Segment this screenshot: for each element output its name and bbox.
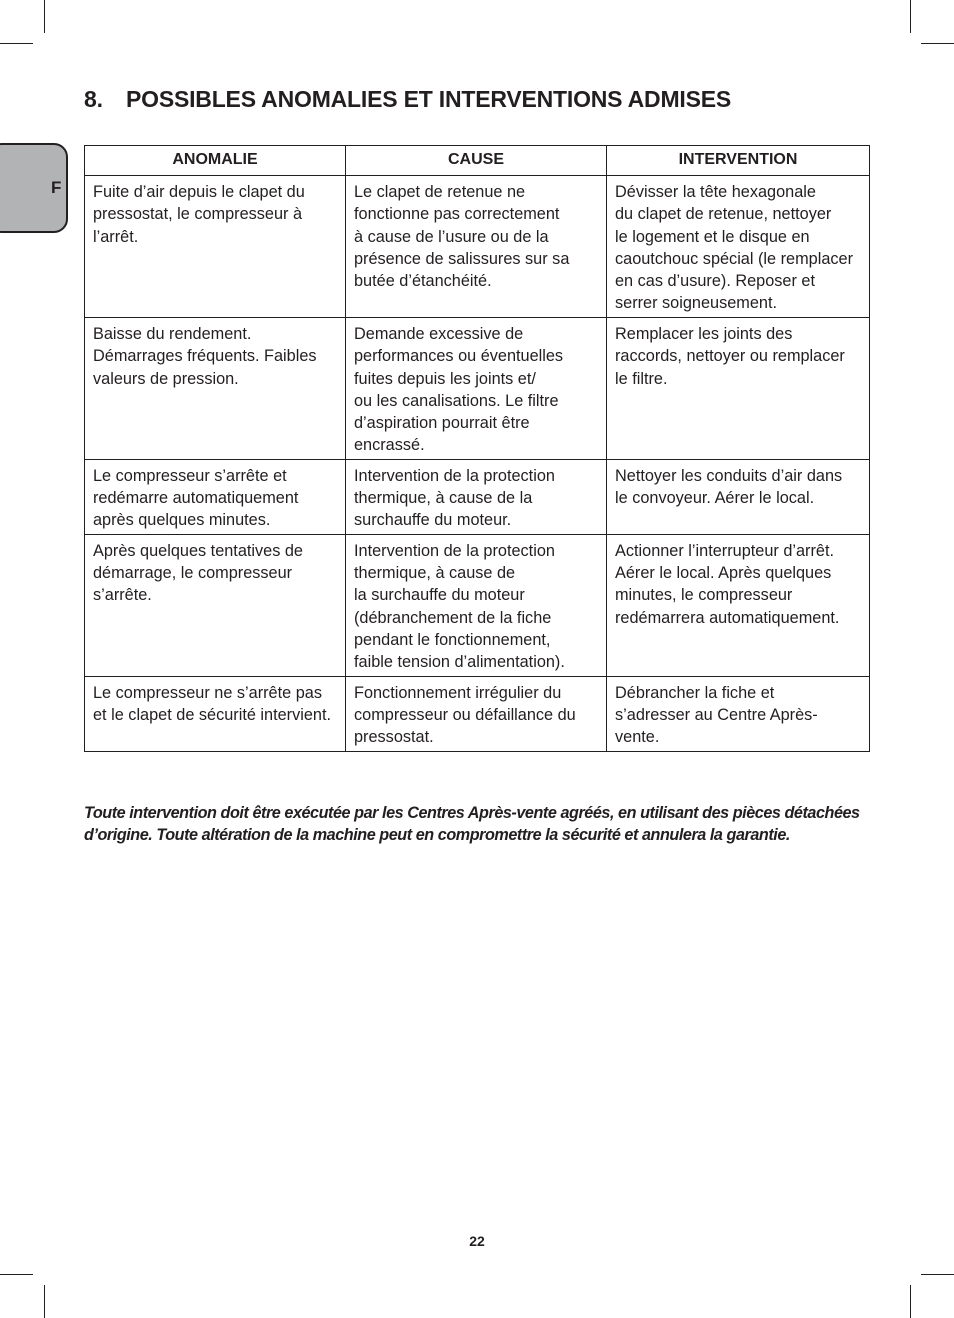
table-header-row (85, 146, 870, 176)
table-row (85, 459, 870, 534)
header-cause: CAUSE (346, 146, 607, 176)
crop-mark-bottom-right-vertical (910, 1285, 911, 1318)
crop-mark-top-left-horizontal (0, 43, 33, 44)
crop-mark-top-right-horizontal (921, 43, 954, 44)
section-number: 8. (84, 86, 103, 112)
header-anomalie: ANOMALIE (85, 146, 346, 176)
intervention-cell: Dévisser la tête hexagonale du clapet de retenue, nettoyer le logement et le disque en caoutchouc spécial (le remplacer en cas d’usure). Reposer et serrer soigneusement. (607, 176, 870, 318)
crop-mark-bottom-right-horizontal (921, 1274, 954, 1275)
table-row (85, 176, 870, 318)
crop-mark-top-left-vertical (44, 0, 45, 33)
table-row (85, 676, 870, 751)
anomalie-cell: Baisse du rendement. Démarrages fréquents. Faibles valeurs de pression. (85, 318, 346, 460)
anomalie-cell: Le compresseur ne s’arrête pas et le clapet de sécurité intervient. (85, 676, 346, 751)
section-title (84, 86, 731, 113)
table-row (85, 318, 870, 460)
crop-mark-bottom-left-horizontal (0, 1274, 33, 1275)
cause-cell: Demande excessive de performances ou éventuelles fuites depuis les joints et/ ou les canalisations. Le filtre d’aspiration pourrait être encrassé. (346, 318, 607, 460)
section-title-text: POSSIBLES ANOMALIES ET INTERVENTIONS ADMISES (126, 86, 732, 112)
intervention-cell: Remplacer les joints des raccords, nettoyer ou remplacer le filtre. (607, 318, 870, 460)
anomalie-cell: Le compresseur s’arrête et redémarre automatiquement après quelques minutes. (85, 459, 346, 534)
language-tab-letter: F (51, 178, 62, 197)
table-row (85, 534, 870, 676)
intervention-cell: Débrancher la fiche et s’adresser au Centre Après- vente. (607, 676, 870, 751)
cause-cell: Intervention de la protection thermique, à cause de la surchauffe du moteur (débranchement de la fiche pendant le fonctionnement, faible tension d’alimentation). (346, 534, 607, 676)
warning-note: Toute intervention doit être exécutée par les Centres Après-vente agréés, en utilisant des pièces détachées d’origine. Toute altération de la machine peut en compromettre la sécurité et annulera la garantie. (84, 804, 860, 844)
intervention-cell: Nettoyer les conduits d’air dans le convoyeur. Aérer le local. (607, 459, 870, 534)
anomalies-table (84, 145, 870, 752)
anomalie-cell: Après quelques tentatives de démarrage, le compresseur s’arrête. (85, 534, 346, 676)
crop-mark-top-right-vertical (910, 0, 911, 33)
crop-mark-bottom-left-vertical (44, 1285, 45, 1318)
intervention-cell: Actionner l’interrupteur d’arrêt. Aérer le local. Après quelques minutes, le compresseur redémarrera automatiquement. (607, 534, 870, 676)
cause-cell: Le clapet de retenue ne fonctionne pas correctement à cause de l’usure ou de la présence de salissures sur sa butée d’étanchéité. (346, 176, 607, 318)
page-number: 22 (469, 1233, 485, 1249)
cause-cell: Intervention de la protection thermique, à cause de la surchauffe du moteur. (346, 459, 607, 534)
cause-cell: Fonctionnement irrégulier du compresseur ou défaillance du pressostat. (346, 676, 607, 751)
anomalie-cell: Fuite d’air depuis le clapet du pressostat, le compresseur à l’arrêt. (85, 176, 346, 318)
header-intervention: INTERVENTION (607, 146, 870, 176)
